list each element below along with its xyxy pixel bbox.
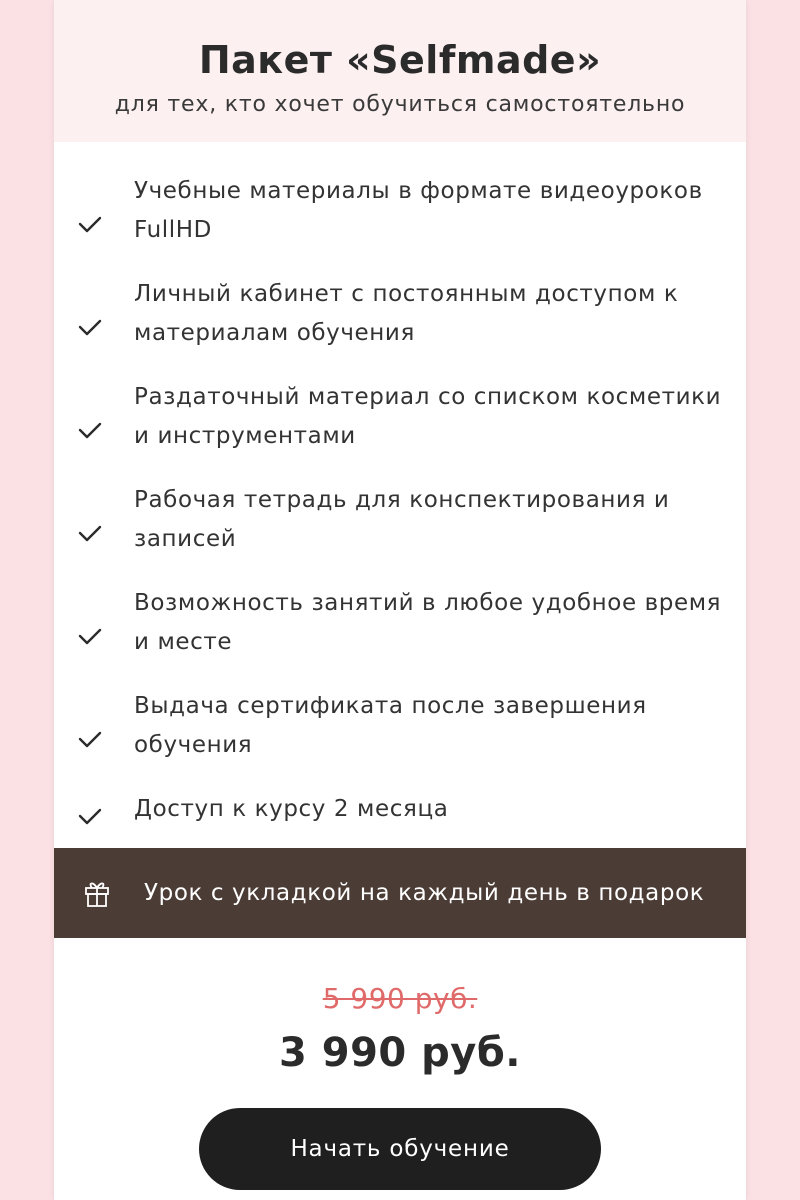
feature-text: Возможность занятий в любое удобное время и месте xyxy=(134,590,722,655)
check-icon xyxy=(76,416,104,444)
feature-text: Доступ к курсу 2 месяца xyxy=(134,796,449,822)
feature-item xyxy=(54,790,746,850)
feature-text: Раздаточный материал со списком косметики и инструментами xyxy=(134,384,722,449)
check-icon xyxy=(76,802,104,830)
feature-item xyxy=(54,584,746,687)
feature-item xyxy=(54,687,746,790)
feature-item xyxy=(54,275,746,378)
current-price: 3 990 руб. xyxy=(278,1030,521,1076)
check-icon xyxy=(76,519,104,547)
feature-text: Учебные материалы в формате видеоуроков FullHD xyxy=(134,178,703,243)
feature-item xyxy=(54,378,746,481)
feature-text: Личный кабинет с постоянным доступом к материалам обучения xyxy=(134,281,679,346)
feature-item xyxy=(54,481,746,584)
check-icon xyxy=(76,725,104,753)
gift-icon xyxy=(84,879,110,907)
feature-item xyxy=(54,172,746,275)
gift-text: Урок с укладкой на каждый день в подарок xyxy=(144,880,705,906)
start-learning-button[interactable]: Начать обучение xyxy=(199,1108,601,1190)
feature-text: Рабочая тетрадь для конспектирования и записей xyxy=(134,487,670,552)
feature-list xyxy=(54,142,746,850)
package-subtitle: для тех, кто хочет обучиться самостоятельно xyxy=(114,92,686,117)
card-header xyxy=(54,0,746,142)
check-icon xyxy=(76,622,104,650)
check-icon xyxy=(76,313,104,341)
feature-text: Выдача сертификата после завершения обучения xyxy=(134,693,647,758)
package-title: Пакет «Selfmade» xyxy=(198,38,602,82)
pricing-card xyxy=(54,0,746,1200)
gift-banner xyxy=(54,848,746,938)
old-price: 5 990 руб. xyxy=(322,982,478,1015)
check-icon xyxy=(76,210,104,238)
